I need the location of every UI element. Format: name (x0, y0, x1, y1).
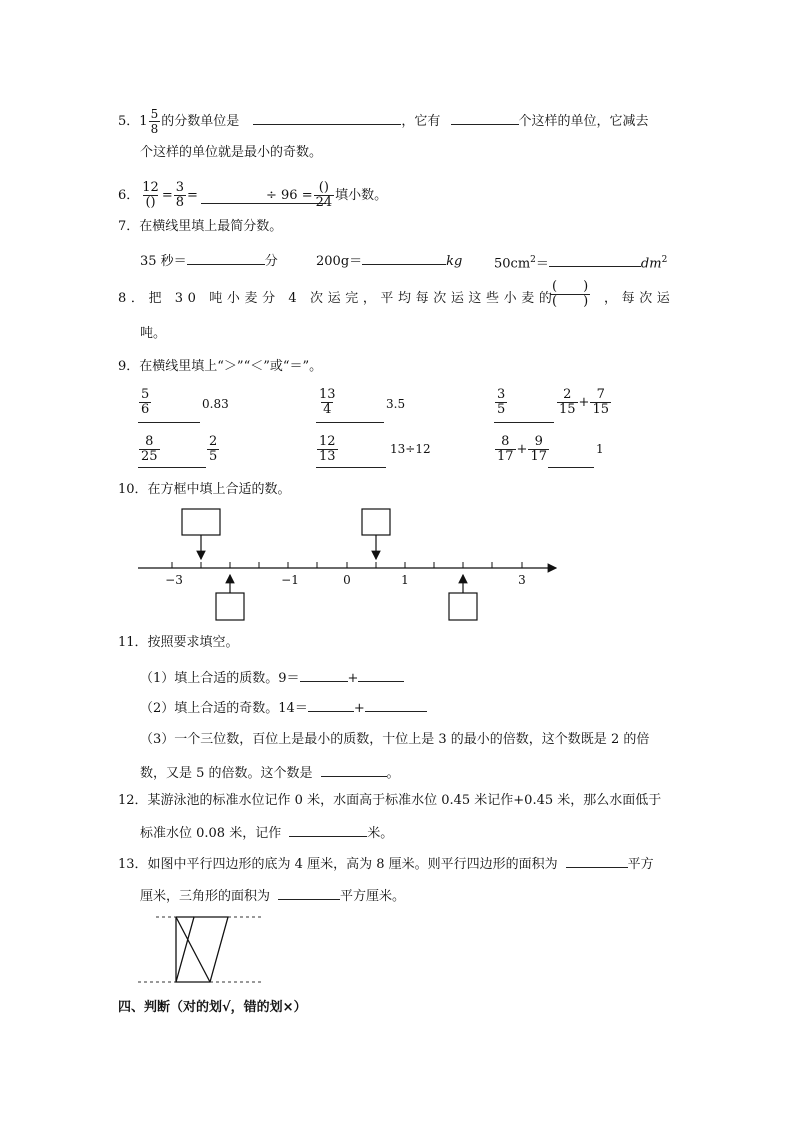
fraction (528, 435, 549, 464)
question-5 (118, 107, 649, 136)
fraction-numerator: 12 (142, 180, 159, 195)
tick-label: 0 (343, 573, 351, 587)
question-11-part3: （3）一个三位数，百位上是最小的质数，十位上是 3 的最小的倍数，这个数既是 2 的倍 (140, 732, 650, 747)
compare-value: 13÷12 (390, 442, 431, 456)
fraction (139, 388, 151, 417)
question-text: 平方厘米。 (340, 889, 406, 904)
question-11-part1 (140, 667, 404, 689)
fraction (149, 107, 161, 136)
fraction-denominator: 5 (497, 402, 506, 417)
question-text: 米。 (367, 826, 394, 841)
equals-sign: ＝ (535, 256, 549, 272)
question-11-part2 (140, 697, 427, 719)
fraction-denominator: 17 (530, 449, 547, 464)
question-text: 填小数。 (335, 188, 388, 203)
fraction-numerator: 3 (175, 180, 185, 195)
triangle-side (176, 917, 210, 982)
tick-label: 3 (518, 573, 526, 587)
question-text: 平方 (627, 857, 654, 872)
question-text: （2）填上合适的奇数。14＝ (140, 701, 308, 716)
question-6 (118, 181, 198, 210)
parallelogram-figure (136, 912, 266, 984)
answer-blank[interactable] (362, 250, 446, 265)
fraction-denominator: 4 (323, 402, 332, 417)
fraction-denominator: 15 (592, 402, 609, 417)
question-7-a (140, 250, 278, 272)
section-heading: 四、判断（对的划√，错的划×） (118, 1000, 307, 1015)
answer-box[interactable] (182, 509, 220, 535)
plus-sign: + (578, 395, 590, 410)
blank-fraction (550, 280, 590, 309)
fraction-numerator: 8 (145, 434, 154, 449)
answer-blank[interactable] (494, 422, 554, 423)
answer-box[interactable] (216, 593, 244, 620)
question-5-line2: 个这样的单位就是最小的奇数。 (140, 145, 323, 160)
number-line-figure (136, 507, 560, 623)
answer-blank[interactable] (187, 250, 265, 265)
fraction (174, 181, 186, 210)
question-7-b (316, 250, 462, 272)
answer-blank[interactable] (451, 110, 519, 125)
answer-blank[interactable] (289, 822, 367, 837)
plus-sign: + (353, 701, 365, 716)
unit-label: dm (640, 256, 662, 272)
answer-blank[interactable] (316, 422, 384, 423)
fraction-numerator: 13 (319, 387, 336, 402)
tick-label: 1 (401, 573, 409, 587)
fraction-denominator: 8 (175, 195, 185, 210)
compare-fraction (206, 435, 220, 464)
question-8: 8．把 30 吨小麦分 4 次运完，平均每次运这些小麦的 (118, 291, 557, 306)
question-13-line2 (140, 885, 405, 907)
fraction-denominator: 24 (315, 195, 333, 210)
question-text: 个这样的单位，它减去 (518, 114, 649, 129)
parallelogram (176, 917, 228, 982)
answer-box[interactable] (449, 593, 477, 620)
answer-blank[interactable] (549, 252, 641, 267)
exponent: 2 (661, 255, 668, 265)
tick-label: −3 (165, 573, 183, 587)
fraction (557, 388, 578, 417)
fraction-numerator: () (318, 180, 329, 195)
tick-label: −1 (281, 573, 299, 587)
compare-1a (138, 388, 152, 417)
question-number: 5． (118, 114, 140, 129)
answer-blank[interactable] (253, 110, 401, 125)
fraction-numerator: 7 (596, 387, 605, 402)
question-12: 12．某游泳池的标准水位记作 0 米，水面高于标准水位 0.45 米记作+0.45 米，那么水面低于 (118, 793, 662, 808)
plus-sign: + (347, 671, 359, 686)
axis-ticks (172, 562, 522, 568)
question-text: 的分数单位是 (161, 114, 240, 129)
division-expression (266, 181, 387, 210)
question-text: 13．如图中平行四边形的底为 4 厘米，高为 8 厘米。则平行四边形的面积为 (118, 857, 558, 872)
question-text: 200g＝ (316, 254, 363, 269)
question-text: ，它有 (401, 114, 441, 129)
fraction (549, 280, 591, 309)
fraction (140, 181, 161, 210)
fraction-denominator: () (145, 195, 156, 210)
plus-sign: + (516, 442, 528, 457)
exponent: 2 (530, 255, 536, 265)
fraction (317, 435, 338, 464)
answer-box[interactable] (362, 509, 390, 535)
equals-sign: = (161, 188, 173, 203)
fraction-numerator: 9 (534, 434, 543, 449)
question-text: ÷ 96 = (266, 188, 313, 203)
question-9-title: 9．在横线里填上“＞”“＜”或“＝”。 (118, 359, 323, 374)
fraction-sum (556, 388, 612, 417)
fraction-numerator-blank[interactable]: ( ) (552, 279, 589, 294)
question-number: 6． (118, 188, 140, 203)
fraction (139, 435, 160, 464)
question-11-title: 11．按照要求填空。 (118, 635, 239, 650)
compare-2c (494, 435, 550, 464)
question-8-tail: ，每次运 (604, 291, 675, 306)
answer-blank[interactable] (138, 467, 206, 468)
compare-value: 0.83 (202, 397, 229, 411)
compare-value: 1 (596, 442, 604, 456)
answer-blank[interactable] (365, 697, 427, 712)
equals-sign: = (187, 188, 198, 203)
fraction-numerator: 12 (319, 434, 336, 449)
question-11-part3-line2 (140, 762, 400, 784)
answer-blank[interactable] (316, 467, 386, 468)
fraction-numerator: 5 (141, 387, 150, 402)
answer-blank[interactable] (358, 667, 404, 682)
fraction-numerator: 5 (150, 107, 159, 121)
fraction-numerator: 3 (497, 387, 506, 402)
question-10-title: 10．在方框中填上合适的数。 (118, 482, 291, 497)
compare-1c (494, 388, 508, 417)
fraction-denominator: 15 (559, 402, 576, 417)
question-text: 标准水位 0.08 米，记作 (140, 826, 282, 841)
question-text: 。 (386, 766, 400, 781)
answer-blank[interactable] (300, 667, 348, 682)
unit-label: kg (446, 254, 463, 269)
fraction (495, 388, 507, 417)
answer-blank[interactable] (566, 853, 628, 868)
mixed-number-whole: 1 (139, 114, 148, 129)
fraction (317, 388, 338, 417)
fraction-denominator-blank[interactable]: ( ) (552, 294, 589, 309)
question-text: （1）填上合适的质数。9＝ (140, 671, 300, 686)
question-text: 35 秒＝ (140, 254, 187, 269)
question-7-c (494, 250, 667, 274)
fraction-denominator: 6 (141, 402, 150, 417)
question-text: 数，又是 5 的倍数。这个数是 (140, 766, 313, 781)
question-7-title: 7．在横线里填上最简分数。 (118, 219, 283, 234)
question-12-line2 (140, 822, 393, 844)
fraction-denominator: 25 (141, 449, 158, 464)
unit-label: 分 (264, 254, 278, 269)
answer-blank[interactable] (548, 467, 594, 468)
answer-blank[interactable] (138, 422, 200, 423)
question-text: 厘米，三角形的面积为 (140, 889, 271, 904)
fraction-denominator: 5 (209, 449, 218, 464)
compare-2b (316, 435, 339, 464)
fraction (495, 435, 516, 464)
fraction-denominator: 17 (497, 449, 514, 464)
answer-blank[interactable] (278, 885, 340, 900)
question-text: 50cm (494, 256, 531, 272)
fraction-numerator: 2 (209, 434, 218, 449)
fraction (590, 388, 611, 417)
compare-2a (138, 435, 161, 464)
fraction (207, 435, 219, 464)
compare-value: 3.5 (386, 397, 406, 411)
question-8-line2: 吨。 (140, 326, 167, 341)
fraction-denominator: 13 (319, 449, 336, 464)
fraction-numerator: 2 (563, 387, 572, 402)
answer-blank[interactable] (308, 697, 354, 712)
fraction (314, 181, 335, 210)
fraction-numerator: 8 (501, 434, 510, 449)
fraction-denominator: 8 (150, 122, 159, 136)
compare-1b (316, 388, 339, 417)
question-13 (118, 853, 654, 875)
answer-blank[interactable] (321, 762, 387, 777)
